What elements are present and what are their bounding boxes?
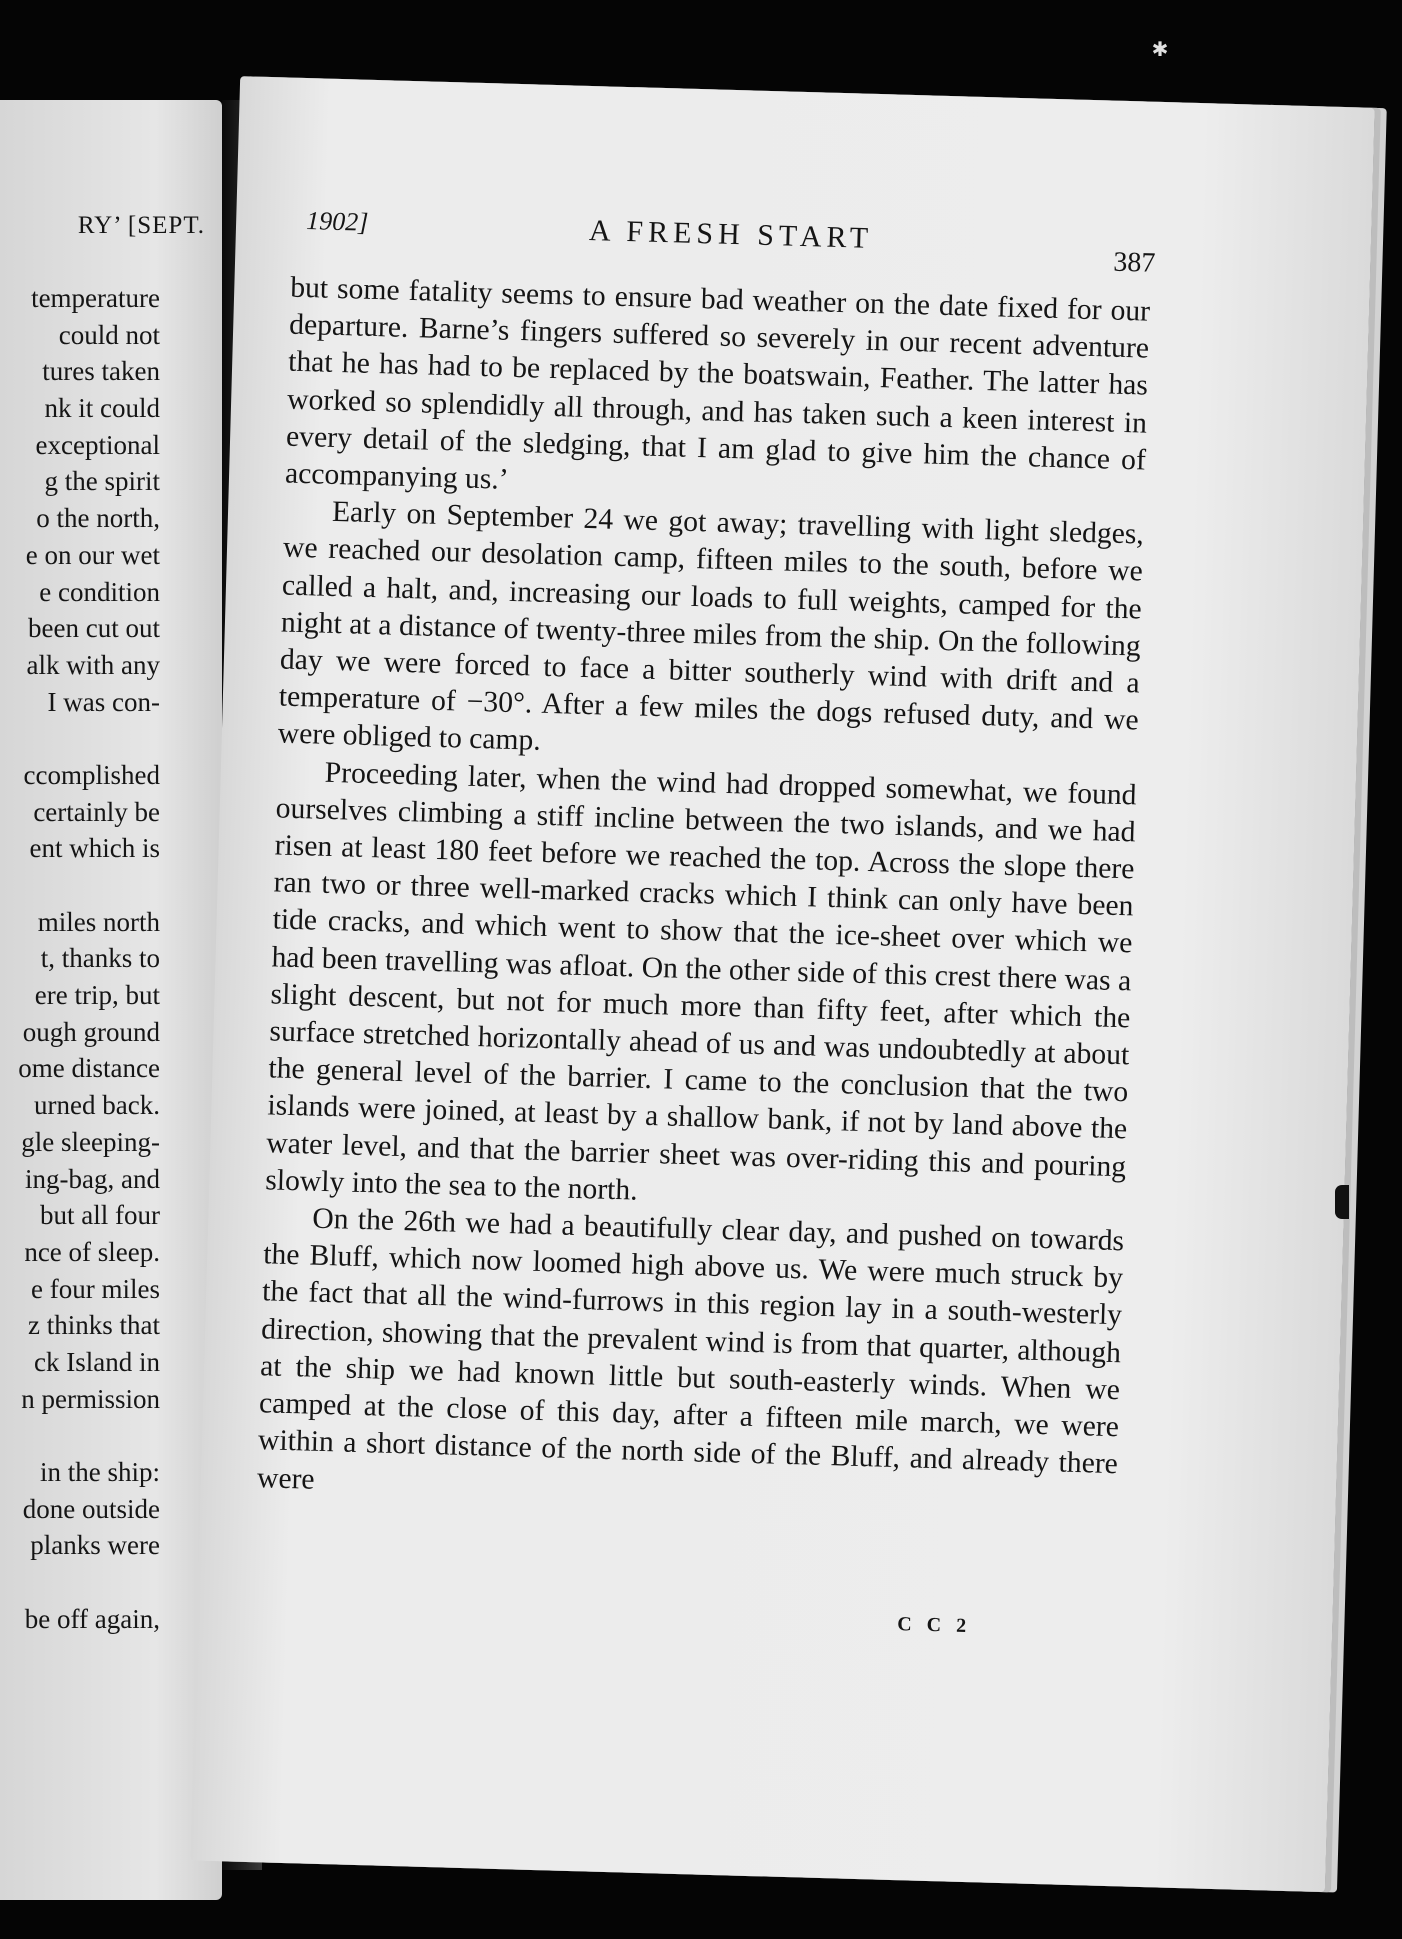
corner-blot-icon: ✱ <box>1151 39 1169 61</box>
left-page-line: but all four <box>40 1200 160 1231</box>
left-page-line: urned back. <box>34 1090 160 1121</box>
left-page-line: alk with any <box>26 649 160 680</box>
left-page-line: e condition <box>39 576 160 607</box>
running-head <box>305 206 1157 279</box>
left-page-line: be off again, <box>24 1603 160 1634</box>
left-page-line: certainly be <box>33 796 160 827</box>
paragraph: Proceeding later, when the wind had dropped somewhat, we found ourselves climbing a stiff incline between the two islands, and we had risen at least 180 feet before we reached the top. Across the slope there ran two or three well-marked cracks which I think can only have been tide cracks, and which went to show that the ice-sheet over which we had been travelling was afloat. On the other side of this crest there was a slight descent, but not for much more than fifty feet, after which the surface stretched horizontally ahead of us and was undoubtedly at about the general level of the barrier. I came to the conclusion that the two islands were joined, at least by a shallow bank, if not by land above the water level, and that the barrier sheet was over-riding this and pouring slowly into the sea to the north. <box>264 756 1137 1207</box>
left-page-line: ck Island in <box>34 1346 160 1377</box>
body-text <box>257 270 1151 1521</box>
left-page-line: exceptional <box>35 429 160 460</box>
left-page-line: t, thanks to <box>40 943 160 974</box>
left-running-head: RY’ [SEPT. <box>77 212 205 239</box>
page-number: 387 <box>1112 246 1156 279</box>
left-page-line: e four miles <box>31 1273 160 1304</box>
left-page-line <box>0 867 160 904</box>
chapter-title: A FRESH START <box>588 213 874 255</box>
left-page-line: ome distance <box>18 1053 160 1084</box>
left-page-line: nce of sleep. <box>24 1236 160 1267</box>
right-page <box>190 76 1374 1892</box>
left-page-line: nk it could <box>44 393 160 424</box>
left-page-line: could not <box>58 319 160 350</box>
left-page-line: done outside <box>22 1493 160 1524</box>
page-tab-marker <box>1335 1185 1349 1219</box>
left-page-line: ent which is <box>29 833 160 864</box>
left-page-line: in the ship: <box>40 1457 160 1487</box>
left-page-line: tures taken <box>42 356 160 387</box>
left-page-line <box>0 720 160 757</box>
left-page-line: ing-bag, and <box>25 1163 160 1194</box>
left-page-line: g the spirit <box>44 466 160 497</box>
left-page-line: gle sleeping- <box>21 1126 160 1157</box>
paragraph: On the 26th we had a beautifully clear day, and pushed on towards the Bluff, which now loomed high above us. We were much struck by the fact that all the wind-furrows in this region lay in a south-westerly direction, showing that the prevalent wind is from that quarter, although at the ship we had known little but south-easterly winds. When we camped at the close of this day, after a fifteen mile march, we were within a short distance of the north side of the Bluff, and already there were <box>256 1202 1125 1496</box>
left-page-text <box>0 280 160 1637</box>
left-page-line: e on our wet <box>25 539 160 570</box>
left-page-line: ccomplished <box>23 759 160 790</box>
paragraph: Early on September 24 we got away; travelling with light sledges, we reached our desolation camp, fifteen miles to the south, before we called a halt, and, increasing our loads to full weights, camped for the night at a distance of twenty-three miles from the ship. On the following day we were forced to face a bitter southerly wind with drift and a temperature of −30°. After a few miles the dogs refused duty, and we were obliged to camp. <box>277 496 1145 758</box>
left-page-line: o the north, <box>36 503 160 534</box>
left-page-line: z thinks that <box>28 1310 160 1341</box>
left-page-line <box>0 1417 160 1454</box>
left-page-line: ere trip, but <box>34 980 160 1011</box>
left-page-line <box>0 1564 160 1601</box>
left-page-line: I was con- <box>47 686 160 717</box>
left-page-line: miles north <box>37 906 160 937</box>
left-page-line: ough ground <box>22 1016 160 1047</box>
running-head-year: 1902] <box>305 206 369 237</box>
left-page <box>0 100 222 1900</box>
left-page-line: planks were <box>30 1530 160 1561</box>
paragraph: but some fatality seems to ensure bad weather on the date fixed for our departure. Barne’s fingers suffered so severely in our recent adventure that he has had to be replaced by the boatswain, Feather. The latter has worked so splendidly all through, and has taken such a keen interest in every detail of the sledging, that I am glad to give him the chance of accompanying us.’ <box>284 271 1151 496</box>
signature-mark: C C 2 <box>896 1613 972 1638</box>
left-page-line: n permission <box>21 1383 160 1414</box>
left-page-line: temperature <box>31 283 160 313</box>
left-page-line: been cut out <box>28 613 160 644</box>
